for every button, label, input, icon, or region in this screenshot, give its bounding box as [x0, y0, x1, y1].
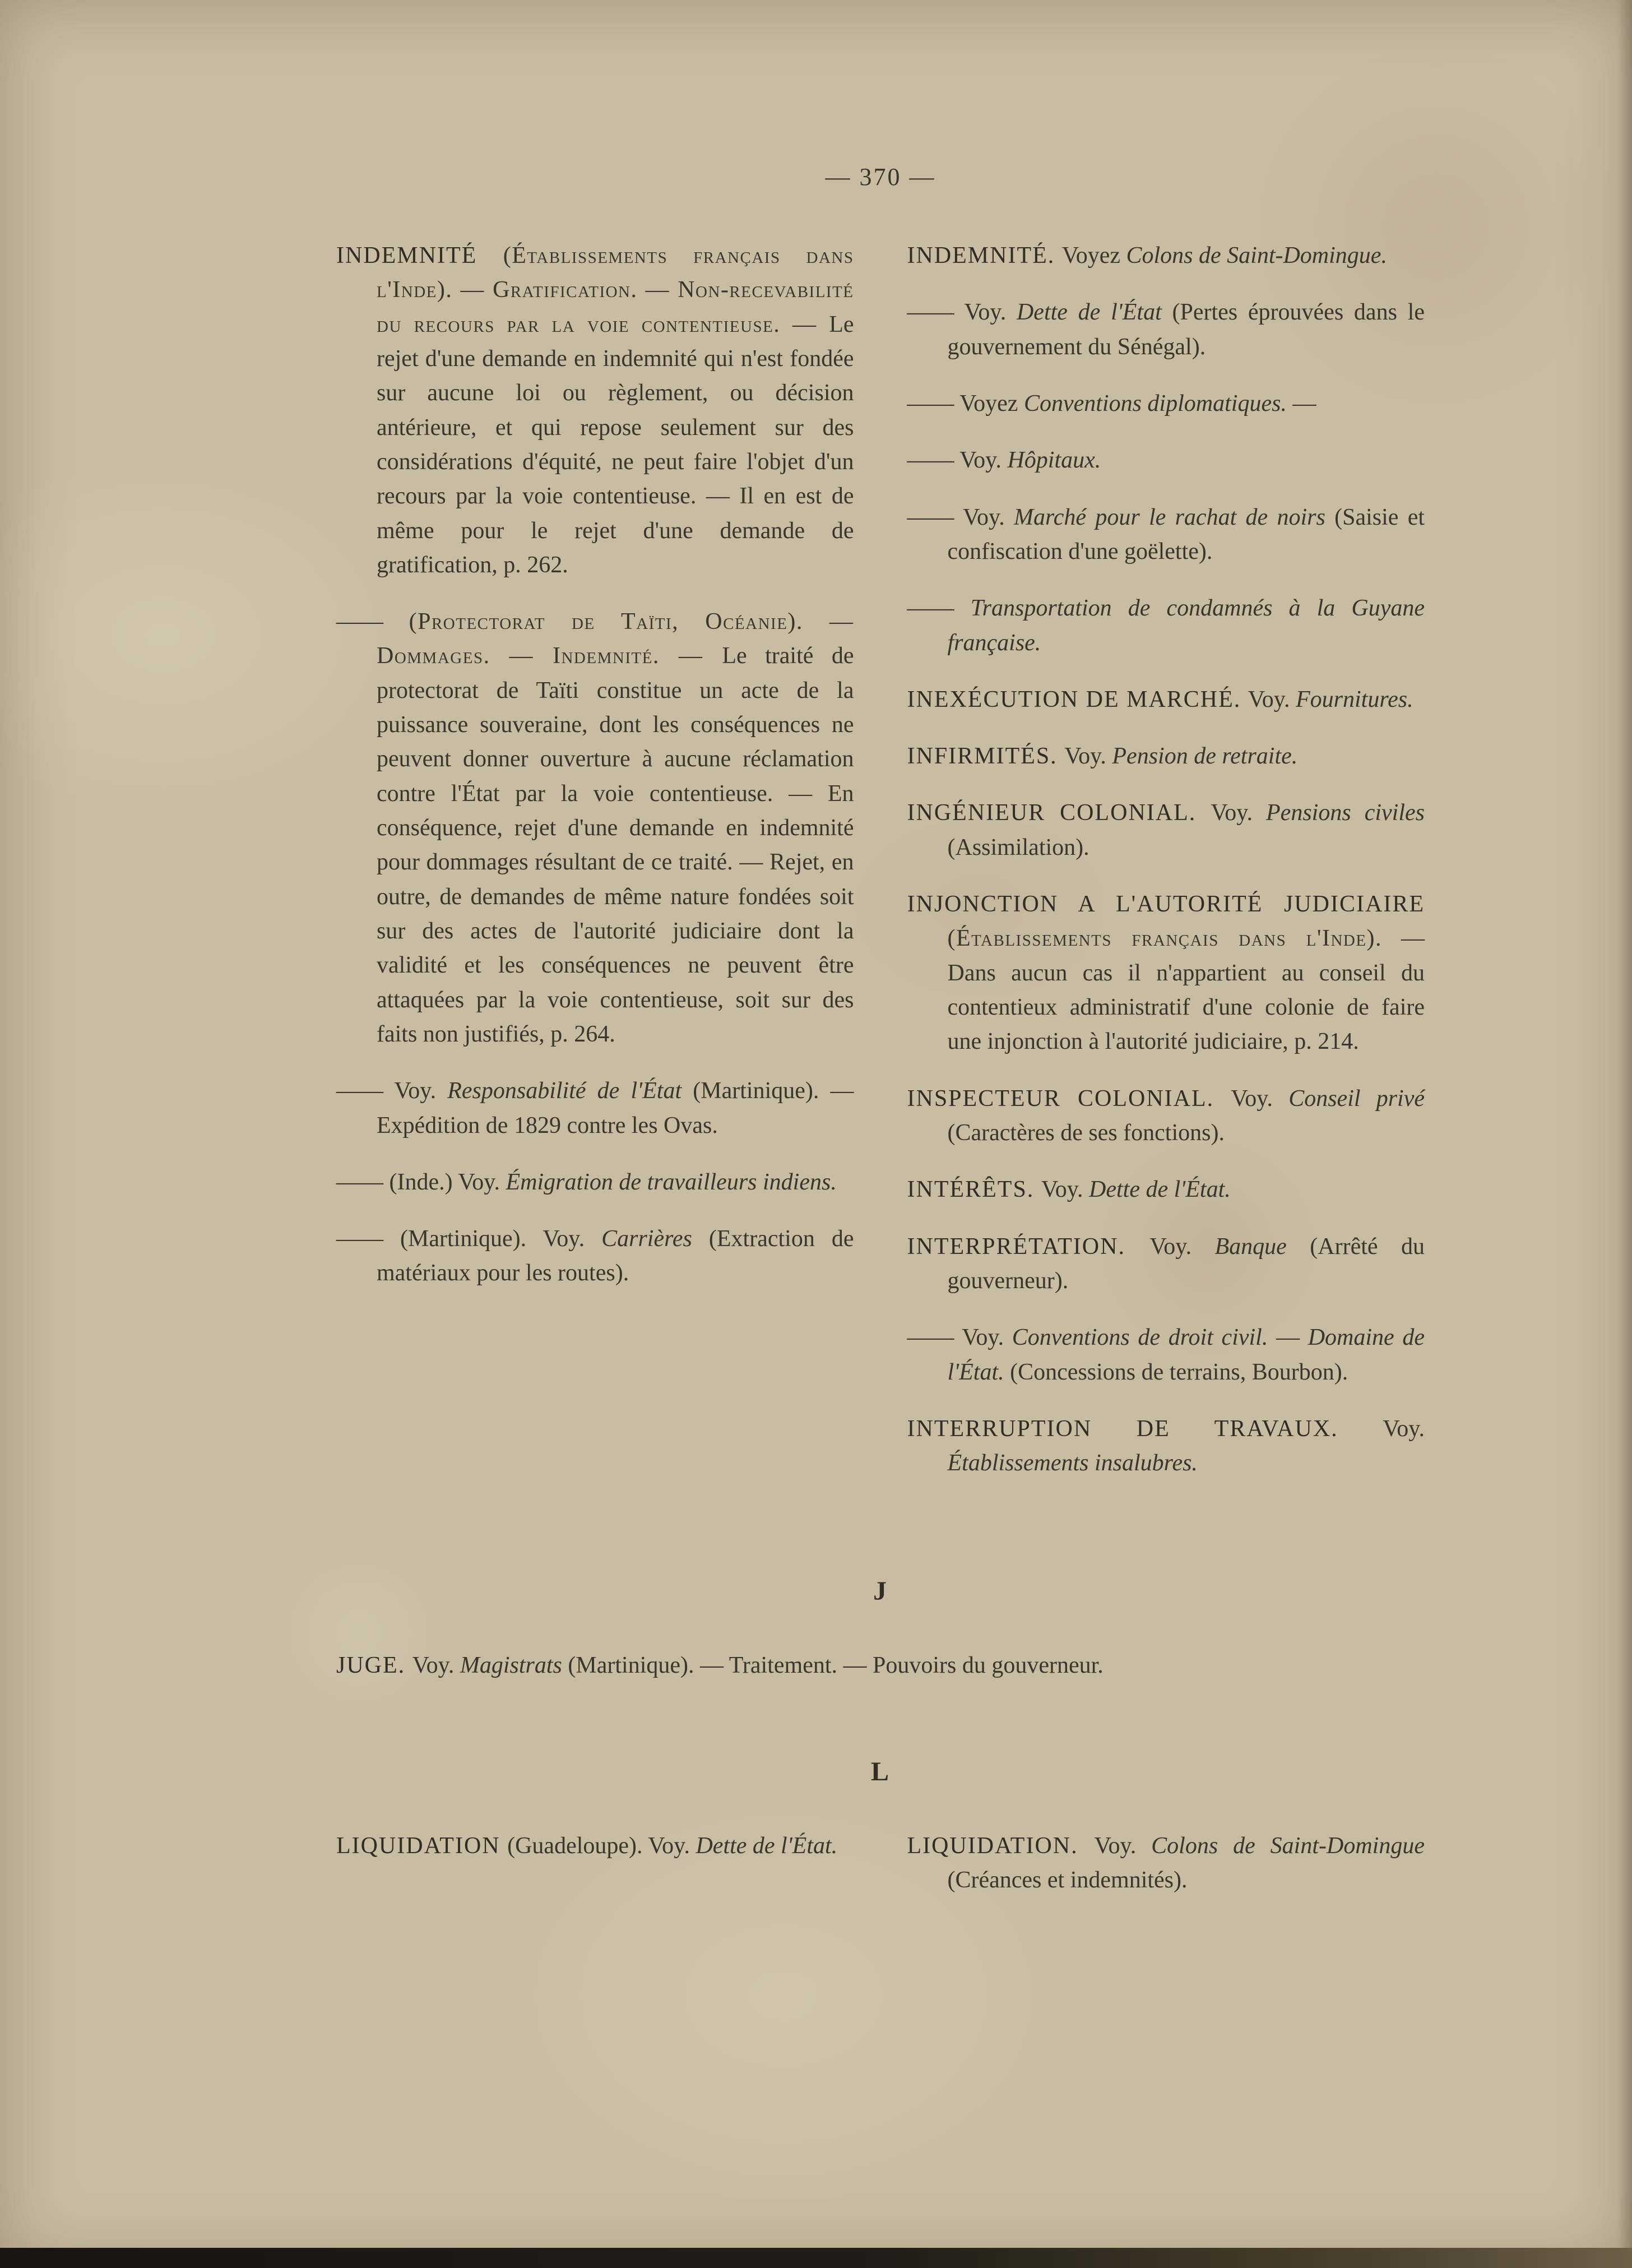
entry-headword: INDEMNITÉ. [907, 243, 1062, 269]
entry-headword: INSPECTEUR COLONIAL. [907, 1085, 1231, 1112]
index-entry [907, 1173, 1425, 1207]
entry-headword: INJONCTION A L'AUTORITÉ JUDICIAIRE [907, 891, 1425, 918]
entry-text: Banque [1214, 1233, 1287, 1260]
section-heading-j: J [873, 1576, 888, 1607]
entry-text: —— Voy. [907, 504, 1014, 530]
index-entry [336, 1222, 854, 1291]
index-entry [907, 683, 1425, 717]
entry-text: Dette de l'État. [696, 1832, 838, 1859]
index-entry [907, 591, 1425, 660]
entry-text: Pension de retraite. [1112, 743, 1298, 770]
entry-text: (Guadeloupe). Voy. [507, 1832, 696, 1859]
index-entry [907, 887, 1425, 1059]
entry-text: Domaine de l'État. [947, 1325, 1425, 1385]
index-entry [907, 1829, 1425, 1898]
entry-text: (Assimilation). [947, 834, 1089, 860]
scan-bottom-edge [0, 2248, 1632, 2268]
entry-text: Colons de Saint-Domingue [1151, 1832, 1425, 1859]
index-columns [336, 239, 1425, 1503]
entry-text: —— Voy. [336, 1078, 448, 1104]
scan-edge-shadow [1617, 0, 1632, 2268]
entry-headword: LIQUIDATION. [907, 1832, 1095, 1859]
index-entry [907, 387, 1425, 421]
entry-text: (Arrêté du gouverneur). [947, 1233, 1425, 1294]
entry-text: Carrières [601, 1226, 692, 1252]
index-entry [336, 605, 854, 1052]
section-l-column-right [907, 1829, 1425, 1920]
index-entry [907, 443, 1425, 478]
entry-text: —— Voy. [907, 1325, 1012, 1351]
entry-text: Transportation de condamnés à la Guyane française. [947, 595, 1425, 656]
entry-text: Émigration de travailleurs indiens. [506, 1169, 837, 1195]
entry-headword: INTERRUPTION DE TRAVAUX. [907, 1415, 1383, 1442]
entry-text: Responsabilité de l'État [447, 1078, 682, 1104]
entry-text: Colons de Saint-Domingue. [1126, 243, 1387, 269]
entry-text: — [1268, 1325, 1308, 1351]
entry-text: Dette de l'État. [1089, 1177, 1231, 1203]
entry-text: Voy. [1231, 1085, 1289, 1112]
entry-text: (Établissements français dans l'Inde). — Gratification. — Non-recevabilité du recours par la voie contentieuse. — [377, 243, 854, 337]
entry-text: Voy. [1383, 1415, 1425, 1442]
entry-text: Établissements insalubres. [947, 1450, 1198, 1476]
index-entry [336, 1649, 1425, 1683]
entry-text: Voyez [1061, 243, 1126, 269]
entry-text: — [1286, 390, 1316, 416]
entry-text: Le rejet d'une demande en indemnité qui n'est fondée sur aucune loi ou règlement, ou décision antérieure, et qui repose seulement sur des considérations d'équité, ne peut faire l'objet d'un recours par la voie contentieuse. — Il en est de même pour le rejet d'une demande de gratification, p. 262. [377, 311, 854, 578]
index-entry [907, 796, 1425, 865]
entry-text: —— [907, 595, 971, 622]
index-entry [907, 295, 1425, 364]
entry-headword: JUGE. [336, 1653, 412, 1679]
entry-text: Voy. [1041, 1177, 1089, 1203]
entry-text: (Saisie et confiscation d'une goëlette). [947, 504, 1425, 564]
entry-text: (Martinique). — Traitement. — Pouvoirs du gouverneur. [562, 1653, 1104, 1679]
entry-text: Conseil privé [1288, 1085, 1425, 1112]
entry-text: — Dans aucun cas il n'appartient au conseil du contentieux administratif d'une colonie de faire une injonction à l'autorité judiciaire, p. 214. [947, 925, 1425, 1055]
page-number: — 370 — [825, 163, 936, 191]
section-heading-l: L [870, 1756, 890, 1786]
entry-text: (Créances et indemnités). [947, 1867, 1188, 1894]
entry-text: Voy. [1064, 743, 1112, 770]
entry-text: (Caractères de ses fonctions). [947, 1119, 1225, 1146]
entry-text: —— Voy. [907, 447, 1008, 474]
entry-text: (Extraction de matériaux pour les routes). [377, 1226, 854, 1286]
entry-headword: INGÉNIEUR COLONIAL. [907, 800, 1211, 826]
entry-text: Marché pour le rachat de noirs [1014, 504, 1325, 530]
index-entry [907, 1082, 1425, 1151]
index-entry [907, 739, 1425, 774]
entry-headword: INDEMNITÉ [336, 243, 503, 269]
entry-text: Voy. [1149, 1233, 1215, 1260]
entry-text: Voy. [1248, 686, 1296, 712]
entry-text: —— (Inde.) Voy. [336, 1169, 506, 1195]
entry-text: Pensions civiles [1266, 800, 1425, 826]
entry-text: Dette de l'État [1016, 299, 1162, 326]
entry-text: (Martinique). — Expédition de 1829 contre les Ovas. [377, 1078, 854, 1138]
index-column-right [907, 239, 1425, 1503]
entry-text: (Établissements français dans l'Inde). [947, 925, 1383, 952]
entry-text: Conventions de droit civil. [1012, 1325, 1268, 1351]
entry-text: Voy. [1211, 800, 1267, 826]
entry-headword: INEXÉCUTION DE MARCHÉ. [907, 686, 1248, 712]
entry-text: —— Voyez [907, 390, 1024, 416]
index-entry [907, 1230, 1425, 1299]
entry-text: Conventions diplomatiques. [1023, 390, 1287, 416]
entry-headword: INTERPRÉTATION. [907, 1233, 1150, 1260]
entry-text: Voy. [412, 1653, 460, 1679]
index-entry [907, 501, 1425, 570]
entry-text: —— Voy. [907, 299, 1017, 326]
entry-text: —— (Martinique). Voy. [336, 1226, 602, 1252]
section-j-entries [336, 1649, 1425, 1683]
entry-text: (Pertes éprouvées dans le gouvernement du Sénégal). [947, 299, 1425, 360]
entry-headword: LIQUIDATION [336, 1832, 508, 1859]
entry-text: Fournitures. [1296, 686, 1413, 712]
index-entry [907, 1321, 1425, 1390]
section-l-column-left [336, 1829, 854, 1920]
index-entry [336, 239, 854, 582]
section-l-columns [336, 1829, 1425, 1920]
index-entry [336, 1165, 854, 1200]
index-column-left [336, 239, 854, 1503]
index-entry [336, 1074, 854, 1143]
entry-headword: INTÉRÊTS. [907, 1177, 1041, 1203]
index-entry [907, 239, 1425, 273]
entry-headword: INFIRMITÉS. [907, 743, 1065, 770]
entry-text: (Protectorat de Taïti, Océanie). — Dommages. — Indemnité. — [377, 609, 854, 669]
index-entry [336, 1829, 854, 1863]
entry-text: Voy. [1094, 1832, 1152, 1859]
entry-text: Le traité de protectorat de Taïti constitue un acte de la puissance souveraine, dont les conséquences ne peuvent donner ouverture à aucune réclamation contre l'État par la voie contentieuse. — En conséquence, rejet d'une demande en indemnité pour dommages résultant de ce traité. — Rejet, en outre, de demandes de même nature fondées soit sur des actes de l'autorité judiciaire dont la validité et les conséquences ne peuvent être attaquées par la voie contentieuse, soit sur des faits non justifiés, p. 264. [377, 643, 854, 1047]
entry-text: (Concessions de terrains, Bourbon). [1004, 1359, 1348, 1385]
index-entry [907, 1412, 1425, 1481]
entry-text: Magistrats [460, 1653, 562, 1679]
entry-text: Hôpitaux. [1007, 447, 1101, 474]
entry-text: —— [336, 609, 409, 635]
